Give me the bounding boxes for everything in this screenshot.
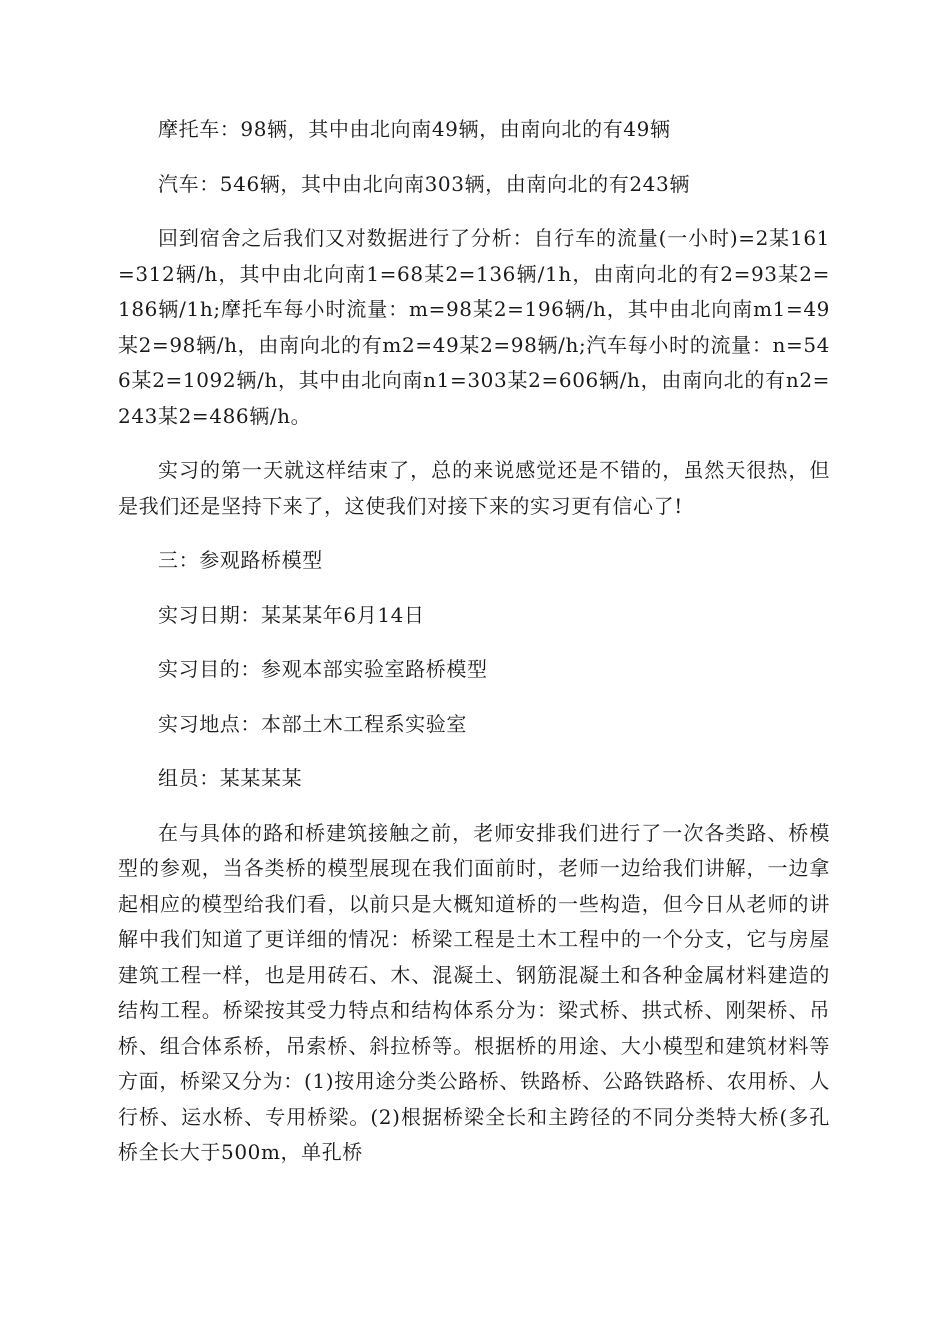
paragraph-first-day-summary: 实习的第一天就这样结束了，总的来说感觉还是不错的，虽然天很热，但是我们还是坚持下来了，这使我们对接下来的实习更有信心了! [118,458,830,518]
paragraph-internship-purpose: 实习目的：参观本部实验室路桥模型 [158,657,488,681]
paragraph-data-analysis: 回到宿舍之后我们又对数据进行了分析：自行车的流量(一小时)=2某161=312辆/h，其中由北向南1=68某2=136辆/1h，由南向北的有2=93某2=186辆/1h;摩托车每小时流量：m=98某2=196辆/h，其中由北向南m1=49某2=98辆/h，由南向北的有m2=49某2=98辆/h;汽车每小时的流量：n=546某2=1092辆/h，其中由北向南n1=303某2=606辆/h，由南向北的有n2=243某2=486辆/h。 [118,226,830,428]
paragraph-car-count: 汽车：546辆，其中由北向南303辆，由南向北的有243辆 [158,171,690,196]
paragraph-motorcycle-count: 摩托车：98辆，其中由北向南49辆，由南向北的有49辆 [158,117,671,141]
document-body [118,112,830,1190]
section-heading-bridge-models: 三：参观路桥模型 [158,548,323,572]
paragraph-group-members: 组员：某某某某 [158,766,303,790]
paragraph-internship-date: 实习日期：某某某年6月14日 [158,602,425,627]
paragraph-internship-location: 实习地点：本部土木工程系实验室 [158,711,467,736]
paragraph-bridge-engineering: 在与具体的路和桥建筑接触之前，老师安排我们进行了一次各类路、桥模型的参观，当各类桥的模型展现在我们面前时，老师一边给我们讲解，一边拿起相应的模型给我们看，以前只是大概知道桥的一些构造，但今日从老师的讲解中我们知道了更详细的情况：桥梁工程是土木工程中的一个分支，它与房屋建筑工程一样，也是用砖石、木、混凝土、钢筋混凝土和各种金属材料建造的结构工程。桥梁按其受力特点和结构体系分为：梁式桥、拱式桥、刚架桥、吊桥、组合体系桥，吊索桥、斜拉桥等。根据桥的用途、大小模型和建筑材料等方面，桥梁又分为：(1)按用途分类公路桥、铁路桥、公路铁路桥、农用桥、人行桥、运水桥、专用桥梁。(2)根据桥梁全长和主跨径的不同分类特大桥(多孔桥全长大于500m，单孔桥 [118,820,830,1164]
